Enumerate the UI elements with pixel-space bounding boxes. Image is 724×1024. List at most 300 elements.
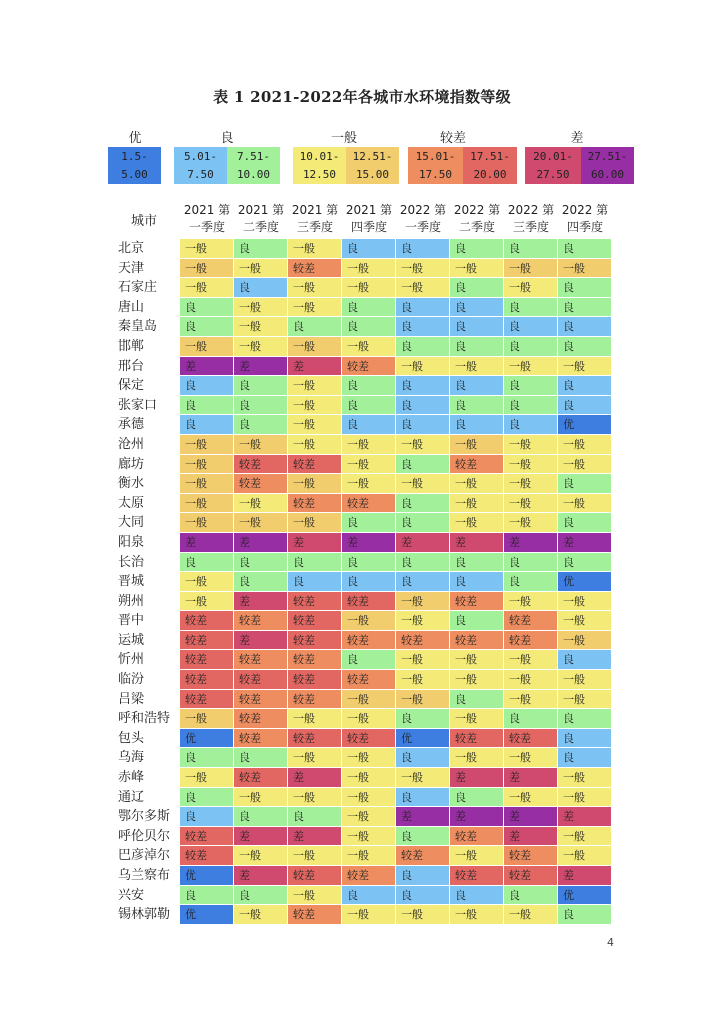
legend-header: 差 (570, 131, 584, 146)
grade-cell: 一般 (342, 690, 395, 710)
grade-cell: 良 (234, 807, 287, 827)
grade-cell: 一般 (234, 298, 287, 318)
grade-cell: 优 (180, 866, 233, 886)
city-column-header: 城市 (130, 213, 157, 229)
grade-cell: 较差 (180, 670, 233, 690)
grade-cell: 良 (342, 415, 395, 435)
grade-cell: 良 (558, 474, 611, 494)
legend-header: 较差 (439, 131, 467, 146)
grade-cell: 一般 (504, 357, 557, 377)
grade-cell: 一般 (180, 239, 233, 259)
legend-range-top: 12.51- (352, 150, 393, 163)
grade-cell: 一般 (396, 670, 449, 690)
grade-cell: 一般 (396, 768, 449, 788)
legend-swatch (463, 147, 517, 184)
grade-cell: 一般 (504, 670, 557, 690)
grade-cell: 良 (396, 553, 449, 573)
city-name: 乌海 (118, 750, 145, 766)
grade-cell: 优 (396, 729, 449, 749)
grade-cell: 优 (180, 905, 233, 925)
legend-range-top: 20.01- (533, 150, 573, 163)
period-year: 2021 第 (345, 203, 393, 217)
table-row (108, 866, 612, 886)
grade-cell: 一般 (450, 259, 503, 279)
grade-cell: 一般 (288, 298, 341, 318)
city-name: 大同 (118, 515, 145, 531)
grade-cell: 良 (180, 553, 233, 573)
grade-cell: 一般 (180, 474, 233, 494)
grade-cell: 良 (180, 376, 233, 396)
grade-cell: 一般 (342, 278, 395, 298)
grade-cell: 差 (234, 533, 287, 553)
grade-cell: 一般 (342, 905, 395, 925)
grade-cell: 一般 (558, 768, 611, 788)
legend-header: 一般 (330, 131, 358, 146)
grade-cell: 一般 (504, 650, 557, 670)
grade-cell: 良 (396, 337, 449, 357)
grade-cell: 良 (558, 729, 611, 749)
table-row (108, 494, 612, 514)
table-row (108, 807, 612, 827)
grade-cell: 较差 (396, 846, 449, 866)
table-row (108, 592, 612, 612)
table-row (108, 748, 612, 768)
grade-cell: 一般 (342, 788, 395, 808)
grade-cell: 一般 (558, 846, 611, 866)
grade-cell: 良 (504, 317, 557, 337)
grade-cell: 一般 (342, 337, 395, 357)
grade-cell: 一般 (288, 474, 341, 494)
grade-cell: 较差 (288, 455, 341, 475)
grade-cell: 差 (234, 592, 287, 612)
period-column-header (396, 199, 450, 239)
legend-range-bottom: 10.00 (236, 168, 271, 181)
grade-cell: 良 (450, 788, 503, 808)
grade-cell: 一般 (558, 259, 611, 279)
grade-cell: 一般 (558, 611, 611, 631)
grade-cell: 良 (450, 396, 503, 416)
grade-cell: 一般 (234, 846, 287, 866)
legend-range-bottom: 27.50 (536, 168, 570, 181)
grade-cell: 较差 (342, 866, 395, 886)
grade-cell: 良 (450, 239, 503, 259)
grade-cell: 一般 (396, 690, 449, 710)
grade-cell: 一般 (396, 259, 449, 279)
legend-range-bottom: 60.00 (590, 168, 625, 181)
grade-cell: 良 (180, 748, 233, 768)
grade-cell: 较差 (180, 631, 233, 651)
grade-cell: 一般 (180, 278, 233, 298)
grade-cell: 差 (234, 357, 287, 377)
grade-cell: 差 (234, 631, 287, 651)
grade-cell: 一般 (504, 494, 557, 514)
grade-cell: 良 (396, 455, 449, 475)
legend-header: 良 (220, 131, 234, 146)
grade-cell: 一般 (396, 611, 449, 631)
grade-cell: 一般 (504, 435, 557, 455)
grade-cell: 一般 (504, 474, 557, 494)
grade-cell: 较差 (288, 670, 341, 690)
grade-cell: 良 (558, 553, 611, 573)
grade-cell: 一般 (450, 513, 503, 533)
grade-cell: 优 (180, 729, 233, 749)
grade-cell: 一般 (558, 690, 611, 710)
table-row (108, 455, 612, 475)
grade-cell: 良 (396, 572, 449, 592)
grade-cell: 良 (396, 298, 449, 318)
grade-cell: 良 (450, 317, 503, 337)
grade-cell: 良 (342, 239, 395, 259)
legend-range-top: 15.01- (415, 150, 456, 163)
grade-cell: 优 (558, 572, 611, 592)
table-row (108, 415, 612, 435)
grade-cell: 差 (342, 533, 395, 553)
grade-cell: 差 (234, 827, 287, 847)
table-row (108, 827, 612, 847)
table-row (108, 611, 612, 631)
grade-cell: 一般 (288, 513, 341, 533)
table-body (108, 239, 612, 925)
grade-cell: 良 (342, 298, 395, 318)
page-number: 4 (607, 936, 614, 949)
city-name: 吕梁 (118, 691, 145, 707)
grade-cell: 差 (288, 768, 341, 788)
city-name: 呼和浩特 (118, 711, 171, 727)
table-row (108, 376, 612, 396)
grade-cell: 良 (234, 553, 287, 573)
city-name: 赤峰 (118, 770, 145, 786)
city-name: 北京 (118, 241, 145, 256)
grade-cell: 良 (342, 886, 395, 906)
grade-cell: 较差 (288, 592, 341, 612)
grade-cell: 良 (450, 376, 503, 396)
grade-cell: 一般 (342, 435, 395, 455)
grade-cell: 一般 (504, 748, 557, 768)
city-name: 鄂尔多斯 (118, 809, 171, 825)
city-name: 邯郸 (118, 338, 145, 354)
period-year: 2021 第 (237, 203, 285, 217)
city-name: 唐山 (118, 299, 145, 315)
grade-cell: 较差 (180, 827, 233, 847)
table-row (108, 278, 612, 298)
grade-cell: 一般 (288, 748, 341, 768)
grade-cell: 一般 (234, 435, 287, 455)
grade-cell: 良 (504, 239, 557, 259)
grade-cell: 一般 (504, 455, 557, 475)
grade-cell: 一般 (288, 709, 341, 729)
legend-range-bottom: 20.00 (473, 168, 507, 181)
legend-swatch (108, 147, 161, 184)
grade-cell: 良 (180, 396, 233, 416)
legend-swatch (293, 147, 346, 184)
grade-cell: 差 (558, 533, 611, 553)
grade-cell: 良 (450, 886, 503, 906)
period-column-header (288, 199, 342, 239)
table-row (108, 553, 612, 573)
grade-cell: 良 (504, 572, 557, 592)
table-row (108, 357, 612, 377)
grade-cell: 良 (288, 807, 341, 827)
grade-cell: 良 (558, 396, 611, 416)
grade-cell: 一般 (558, 827, 611, 847)
legend (108, 127, 634, 185)
grade-cell: 较差 (450, 631, 503, 651)
grade-cell: 一般 (396, 592, 449, 612)
legend-range-bottom: 12.50 (302, 168, 337, 181)
city-name: 太原 (118, 495, 145, 511)
grade-cell: 较差 (234, 690, 287, 710)
grade-cell: 一般 (180, 259, 233, 279)
period-quarter: 四季度 (350, 220, 387, 234)
grade-cell: 良 (180, 298, 233, 318)
city-name: 衡水 (118, 476, 145, 492)
table-row (108, 396, 612, 416)
grade-cell: 一般 (180, 768, 233, 788)
city-name: 通辽 (118, 789, 145, 805)
grade-cell: 一般 (504, 905, 557, 925)
grade-cell: 良 (504, 709, 557, 729)
grade-cell: 良 (180, 807, 233, 827)
legend-range-top: 10.01- (299, 150, 340, 163)
period-quarter: 一季度 (404, 220, 441, 234)
grade-cell: 一般 (396, 650, 449, 670)
legend-headers (108, 127, 634, 147)
grade-cell: 较差 (504, 866, 557, 886)
grade-cell: 一般 (558, 455, 611, 475)
city-name: 包头 (118, 730, 145, 746)
period-column-header (450, 199, 504, 239)
grade-cell: 良 (396, 827, 449, 847)
grade-cell: 一般 (180, 455, 233, 475)
grade-cell: 良 (558, 337, 611, 357)
grade-cell: 一般 (450, 905, 503, 925)
grade-cell: 较差 (342, 494, 395, 514)
table-row (108, 259, 612, 279)
grade-cell: 良 (234, 376, 287, 396)
grade-cell: 良 (396, 494, 449, 514)
grade-cell: 一般 (450, 670, 503, 690)
grade-cell: 一般 (504, 278, 557, 298)
city-name: 秦皇岛 (118, 319, 158, 335)
grade-cell: 一般 (396, 474, 449, 494)
period-year: 2022 第 (507, 203, 555, 217)
grade-cell: 良 (504, 298, 557, 318)
grade-cell: 一般 (342, 768, 395, 788)
grade-cell: 良 (450, 611, 503, 631)
city-name: 邢台 (118, 358, 145, 374)
table-row (108, 788, 612, 808)
grade-cell: 良 (342, 650, 395, 670)
grade-cell: 一般 (234, 905, 287, 925)
legend-swatch (408, 147, 463, 184)
grade-cell: 良 (504, 886, 557, 906)
grade-cell: 一般 (288, 886, 341, 906)
grade-cell: 较差 (234, 768, 287, 788)
grade-cell: 良 (504, 415, 557, 435)
grade-cell: 良 (342, 572, 395, 592)
period-year: 2021 第 (291, 203, 339, 217)
grade-cell: 一般 (450, 709, 503, 729)
grade-cell: 良 (396, 317, 449, 337)
grade-cell: 良 (342, 376, 395, 396)
grade-cell: 良 (450, 572, 503, 592)
grade-cell: 一般 (180, 337, 233, 357)
period-quarter: 二季度 (242, 220, 279, 234)
table-row (108, 650, 612, 670)
grade-cell: 一般 (504, 513, 557, 533)
grade-cell: 较差 (288, 611, 341, 631)
grade-cell: 一般 (342, 611, 395, 631)
grade-cell: 较差 (504, 729, 557, 749)
grade-cell: 良 (558, 905, 611, 925)
grade-cell: 一般 (234, 259, 287, 279)
table-row (108, 572, 612, 592)
grade-cell: 较差 (342, 357, 395, 377)
grade-cell: 良 (234, 572, 287, 592)
grade-cell: 良 (180, 886, 233, 906)
grade-cell: 一般 (342, 807, 395, 827)
grade-cell: 良 (450, 553, 503, 573)
grade-cell: 良 (342, 396, 395, 416)
grade-cell: 差 (396, 807, 449, 827)
grade-cell: 一般 (180, 592, 233, 612)
legend-swatch (525, 147, 581, 184)
grade-cell: 良 (396, 239, 449, 259)
table-row (108, 886, 612, 906)
grade-cell: 一般 (288, 415, 341, 435)
period-column-header (504, 199, 558, 239)
grade-cell: 一般 (558, 357, 611, 377)
grade-cell: 良 (450, 298, 503, 318)
grade-cell: 一般 (342, 474, 395, 494)
city-name: 忻州 (118, 652, 145, 668)
grade-cell: 良 (396, 886, 449, 906)
period-column-header (180, 199, 234, 239)
grade-cell: 良 (288, 317, 341, 337)
period-year: 2021 第 (183, 203, 231, 217)
grade-cell: 一般 (450, 474, 503, 494)
city-name: 巴彦淖尔 (118, 848, 171, 864)
grade-cell: 一般 (180, 513, 233, 533)
grade-cell: 一般 (504, 259, 557, 279)
grade-cell: 较差 (234, 709, 287, 729)
grade-cell: 一般 (342, 455, 395, 475)
grade-cell: 一般 (504, 690, 557, 710)
grade-cell: 一般 (180, 494, 233, 514)
grade-cell: 较差 (342, 631, 395, 651)
legend-swatch (174, 147, 227, 184)
grade-cell: 一般 (504, 592, 557, 612)
table-row (108, 337, 612, 357)
legend-range-top: 27.51- (587, 150, 628, 163)
period-column-header (234, 199, 288, 239)
grade-cell: 一般 (450, 435, 503, 455)
grade-cell: 一般 (234, 494, 287, 514)
grade-cell: 一般 (450, 494, 503, 514)
table-row (108, 670, 612, 690)
water-index-table (108, 199, 612, 925)
grade-cell: 良 (558, 376, 611, 396)
grade-cell: 差 (288, 533, 341, 553)
grade-cell: 一般 (396, 435, 449, 455)
city-name: 廊坊 (118, 456, 145, 472)
grade-cell: 一般 (288, 435, 341, 455)
city-name: 保定 (118, 378, 145, 394)
grade-cell: 良 (450, 690, 503, 710)
grade-cell: 较差 (234, 729, 287, 749)
grade-cell: 较差 (504, 631, 557, 651)
grade-cell: 较差 (342, 670, 395, 690)
grade-cell: 差 (288, 827, 341, 847)
grade-cell: 差 (288, 357, 341, 377)
grade-cell: 良 (342, 513, 395, 533)
grade-cell: 较差 (234, 650, 287, 670)
period-quarter: 一季度 (188, 220, 225, 234)
grade-cell: 较差 (450, 592, 503, 612)
grade-cell: 良 (396, 788, 449, 808)
table-row (108, 905, 612, 925)
legend-range-bottom: 5.00 (121, 168, 148, 181)
grade-cell: 良 (450, 337, 503, 357)
grade-cell: 差 (450, 533, 503, 553)
grade-cell: 一般 (234, 513, 287, 533)
grade-cell: 差 (180, 357, 233, 377)
grade-cell: 较差 (450, 729, 503, 749)
legend-range-top: 17.51- (470, 150, 510, 163)
city-name: 晋中 (118, 613, 145, 629)
grade-cell: 一般 (234, 337, 287, 357)
period-year: 2022 第 (399, 203, 447, 217)
grade-cell: 良 (558, 278, 611, 298)
table-row (108, 298, 612, 318)
grade-cell: 较差 (342, 592, 395, 612)
grade-cell: 一般 (450, 357, 503, 377)
grade-cell: 一般 (342, 846, 395, 866)
grade-cell: 一般 (558, 631, 611, 651)
grade-cell: 良 (396, 415, 449, 435)
grade-cell: 良 (396, 396, 449, 416)
grade-cell: 良 (396, 376, 449, 396)
grade-cell: 差 (180, 533, 233, 553)
grade-cell: 良 (558, 513, 611, 533)
table-row (108, 768, 612, 788)
legend-header: 优 (128, 131, 142, 146)
grade-cell: 较差 (180, 611, 233, 631)
period-year: 2022 第 (561, 203, 609, 217)
grade-cell: 良 (234, 748, 287, 768)
grade-cell: 良 (234, 415, 287, 435)
grade-cell: 一般 (234, 788, 287, 808)
table-header-row (108, 199, 612, 239)
grade-cell: 差 (396, 533, 449, 553)
grade-cell: 较差 (288, 494, 341, 514)
table-row (108, 317, 612, 337)
grade-cell: 差 (504, 768, 557, 788)
grade-cell: 差 (558, 866, 611, 886)
period-year: 2022 第 (453, 203, 501, 217)
table-title: 表 1 2021-2022年各城市水环境指数等级 (213, 88, 511, 106)
grade-cell: 差 (504, 533, 557, 553)
city-name: 沧州 (118, 436, 145, 452)
grade-cell: 良 (180, 415, 233, 435)
table-row (108, 513, 612, 533)
period-quarter: 三季度 (296, 220, 333, 234)
legend-swatch (346, 147, 399, 184)
grade-cell: 一般 (342, 709, 395, 729)
grade-cell: 较差 (504, 611, 557, 631)
grade-cell: 一般 (396, 905, 449, 925)
grade-cell: 较差 (504, 846, 557, 866)
